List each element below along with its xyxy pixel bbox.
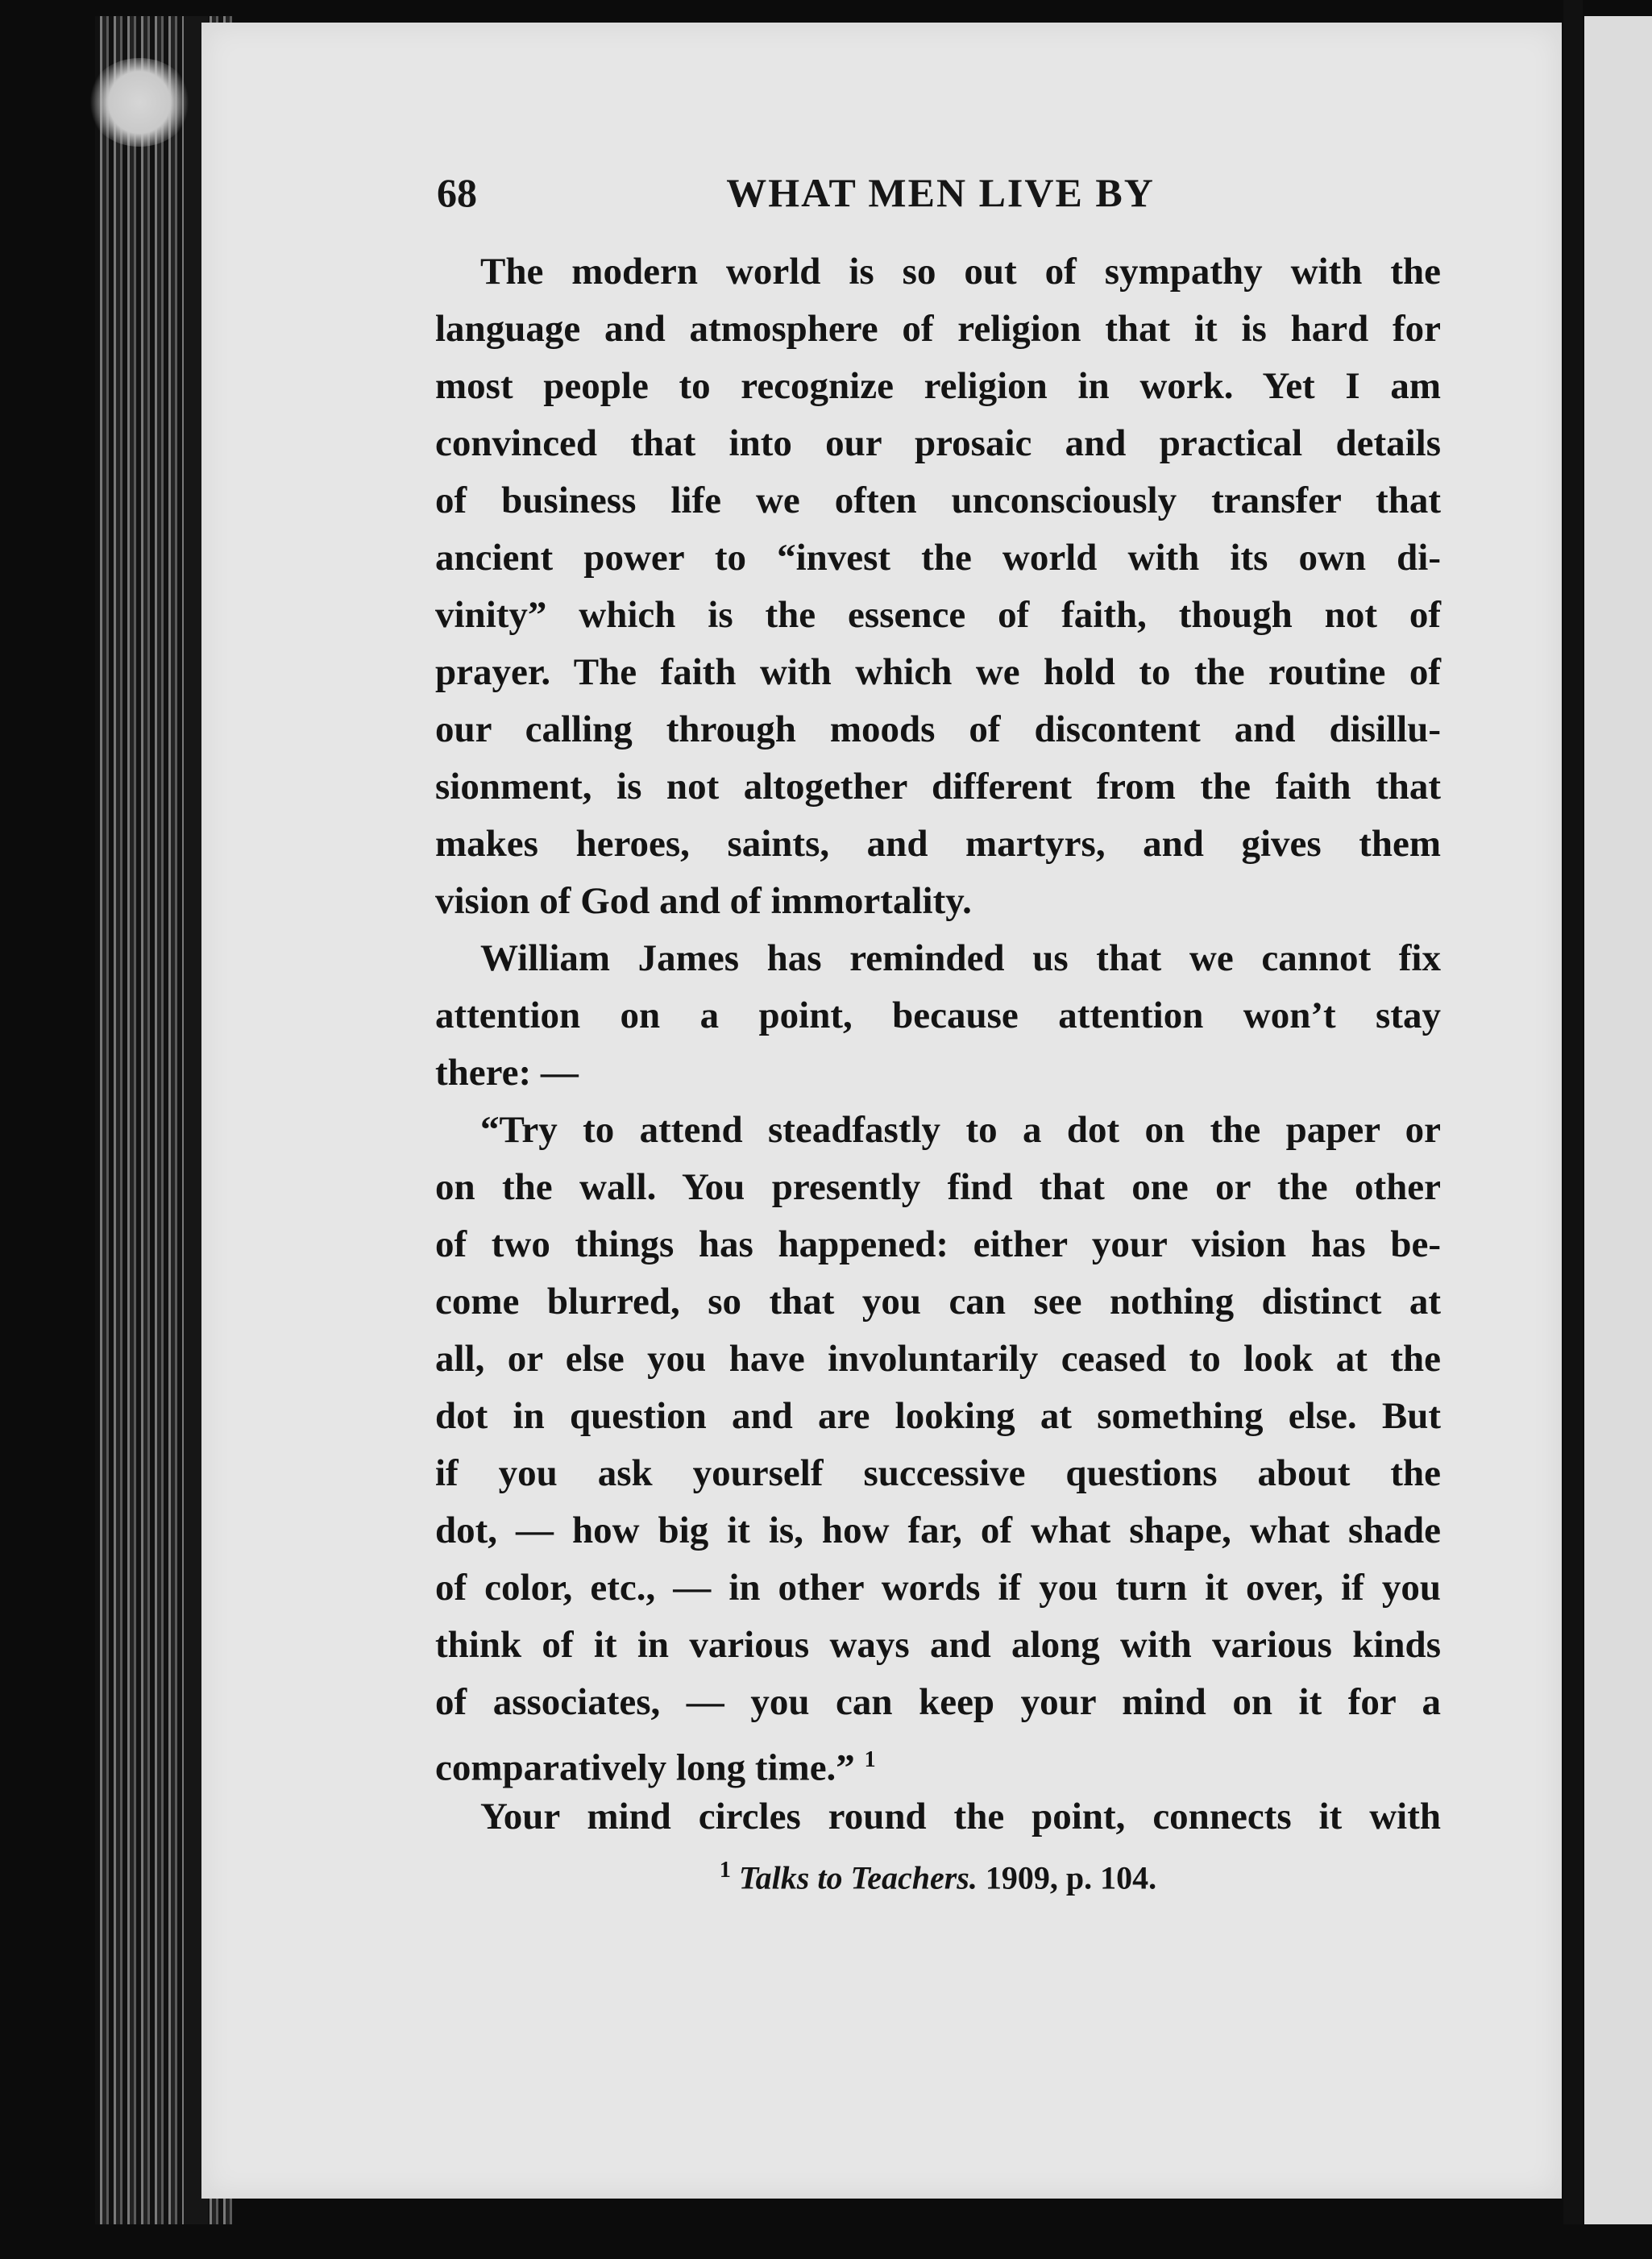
footnote-mark: 1 [719, 1858, 731, 1883]
text-line: on the wall. You presently find that one or the other [435, 1166, 1441, 1208]
page-number: 68 [437, 170, 477, 215]
text-line: think of it in various ways and along with various kinds [435, 1624, 1441, 1666]
text-line: dot, — how big it is, how far, of what shape, what shade [435, 1509, 1441, 1551]
text-line: dot in question and are looking at something else. But [435, 1395, 1441, 1437]
text-line: “Try to attend steadfastly to a dot on the paper or [480, 1109, 1441, 1151]
text-line: of business life we often unconsciously transfer that [435, 480, 1441, 521]
text-line: our calling through moods of discontent and disillu- [435, 708, 1441, 750]
text-line: most people to recognize religion in work. Yet I am [435, 365, 1441, 407]
text-line: attention on a point, because attention won’t stay [435, 995, 1441, 1036]
text-line: ancient power to “invest the world with its own di- [435, 537, 1441, 579]
text-line: of two things has happened: either your vision has be- [435, 1223, 1441, 1265]
text-line: The modern world is so out of sympathy with the [480, 251, 1441, 293]
text-line: language and atmosphere of religion that it is hard for [435, 308, 1441, 350]
page-gutter [1563, 0, 1583, 2224]
text-line: all, or else you have involuntarily ceased to look at the [435, 1338, 1441, 1380]
text-line [435, 1731, 1441, 1788]
text-line: prayer. The faith with which we hold to the routine of [435, 651, 1441, 693]
paper-blemish [87, 58, 192, 147]
text-line: of color, etc., — in other words if you turn it over, if you [435, 1567, 1441, 1609]
footnote-reference: 1 [864, 1747, 876, 1772]
footnote-source-title: Talks to Teachers. [738, 1859, 978, 1896]
body-text [435, 243, 1441, 1846]
text-line: there: — [435, 1052, 579, 1094]
text-line: Your mind circles round the point, connects it with [480, 1796, 1441, 1838]
quotation-paragraph [435, 1102, 1441, 1788]
text-line: of associates, — you can keep your mind on it for a [435, 1681, 1441, 1723]
text-line: sionment, is not altogether different from the faith that [435, 766, 1441, 808]
facing-page-edge [1584, 16, 1652, 2224]
page-header [437, 169, 1444, 226]
footnote [435, 1858, 1441, 1896]
paragraph [435, 930, 1441, 1102]
text-line: if you ask yourself successive questions about the [435, 1452, 1441, 1494]
paragraph [435, 243, 1441, 930]
text-line-content: comparatively long time.” [435, 1746, 855, 1789]
footnote-details: 1909, p. 104. [985, 1859, 1157, 1896]
text-line: William James has reminded us that we cannot fix [480, 937, 1441, 979]
text-line: vinity” which is the essence of faith, though not of [435, 594, 1441, 636]
text-line: vision of God and of immortality. [435, 880, 972, 922]
running-head: WHAT MEN LIVE BY [726, 170, 1155, 215]
text-line: convinced that into our prosaic and practical details [435, 422, 1441, 464]
paragraph [435, 1788, 1441, 1846]
text-line: makes heroes, saints, and martyrs, and gives them [435, 823, 1441, 865]
text-line: come blurred, so that you can see nothing distinct at [435, 1281, 1441, 1323]
